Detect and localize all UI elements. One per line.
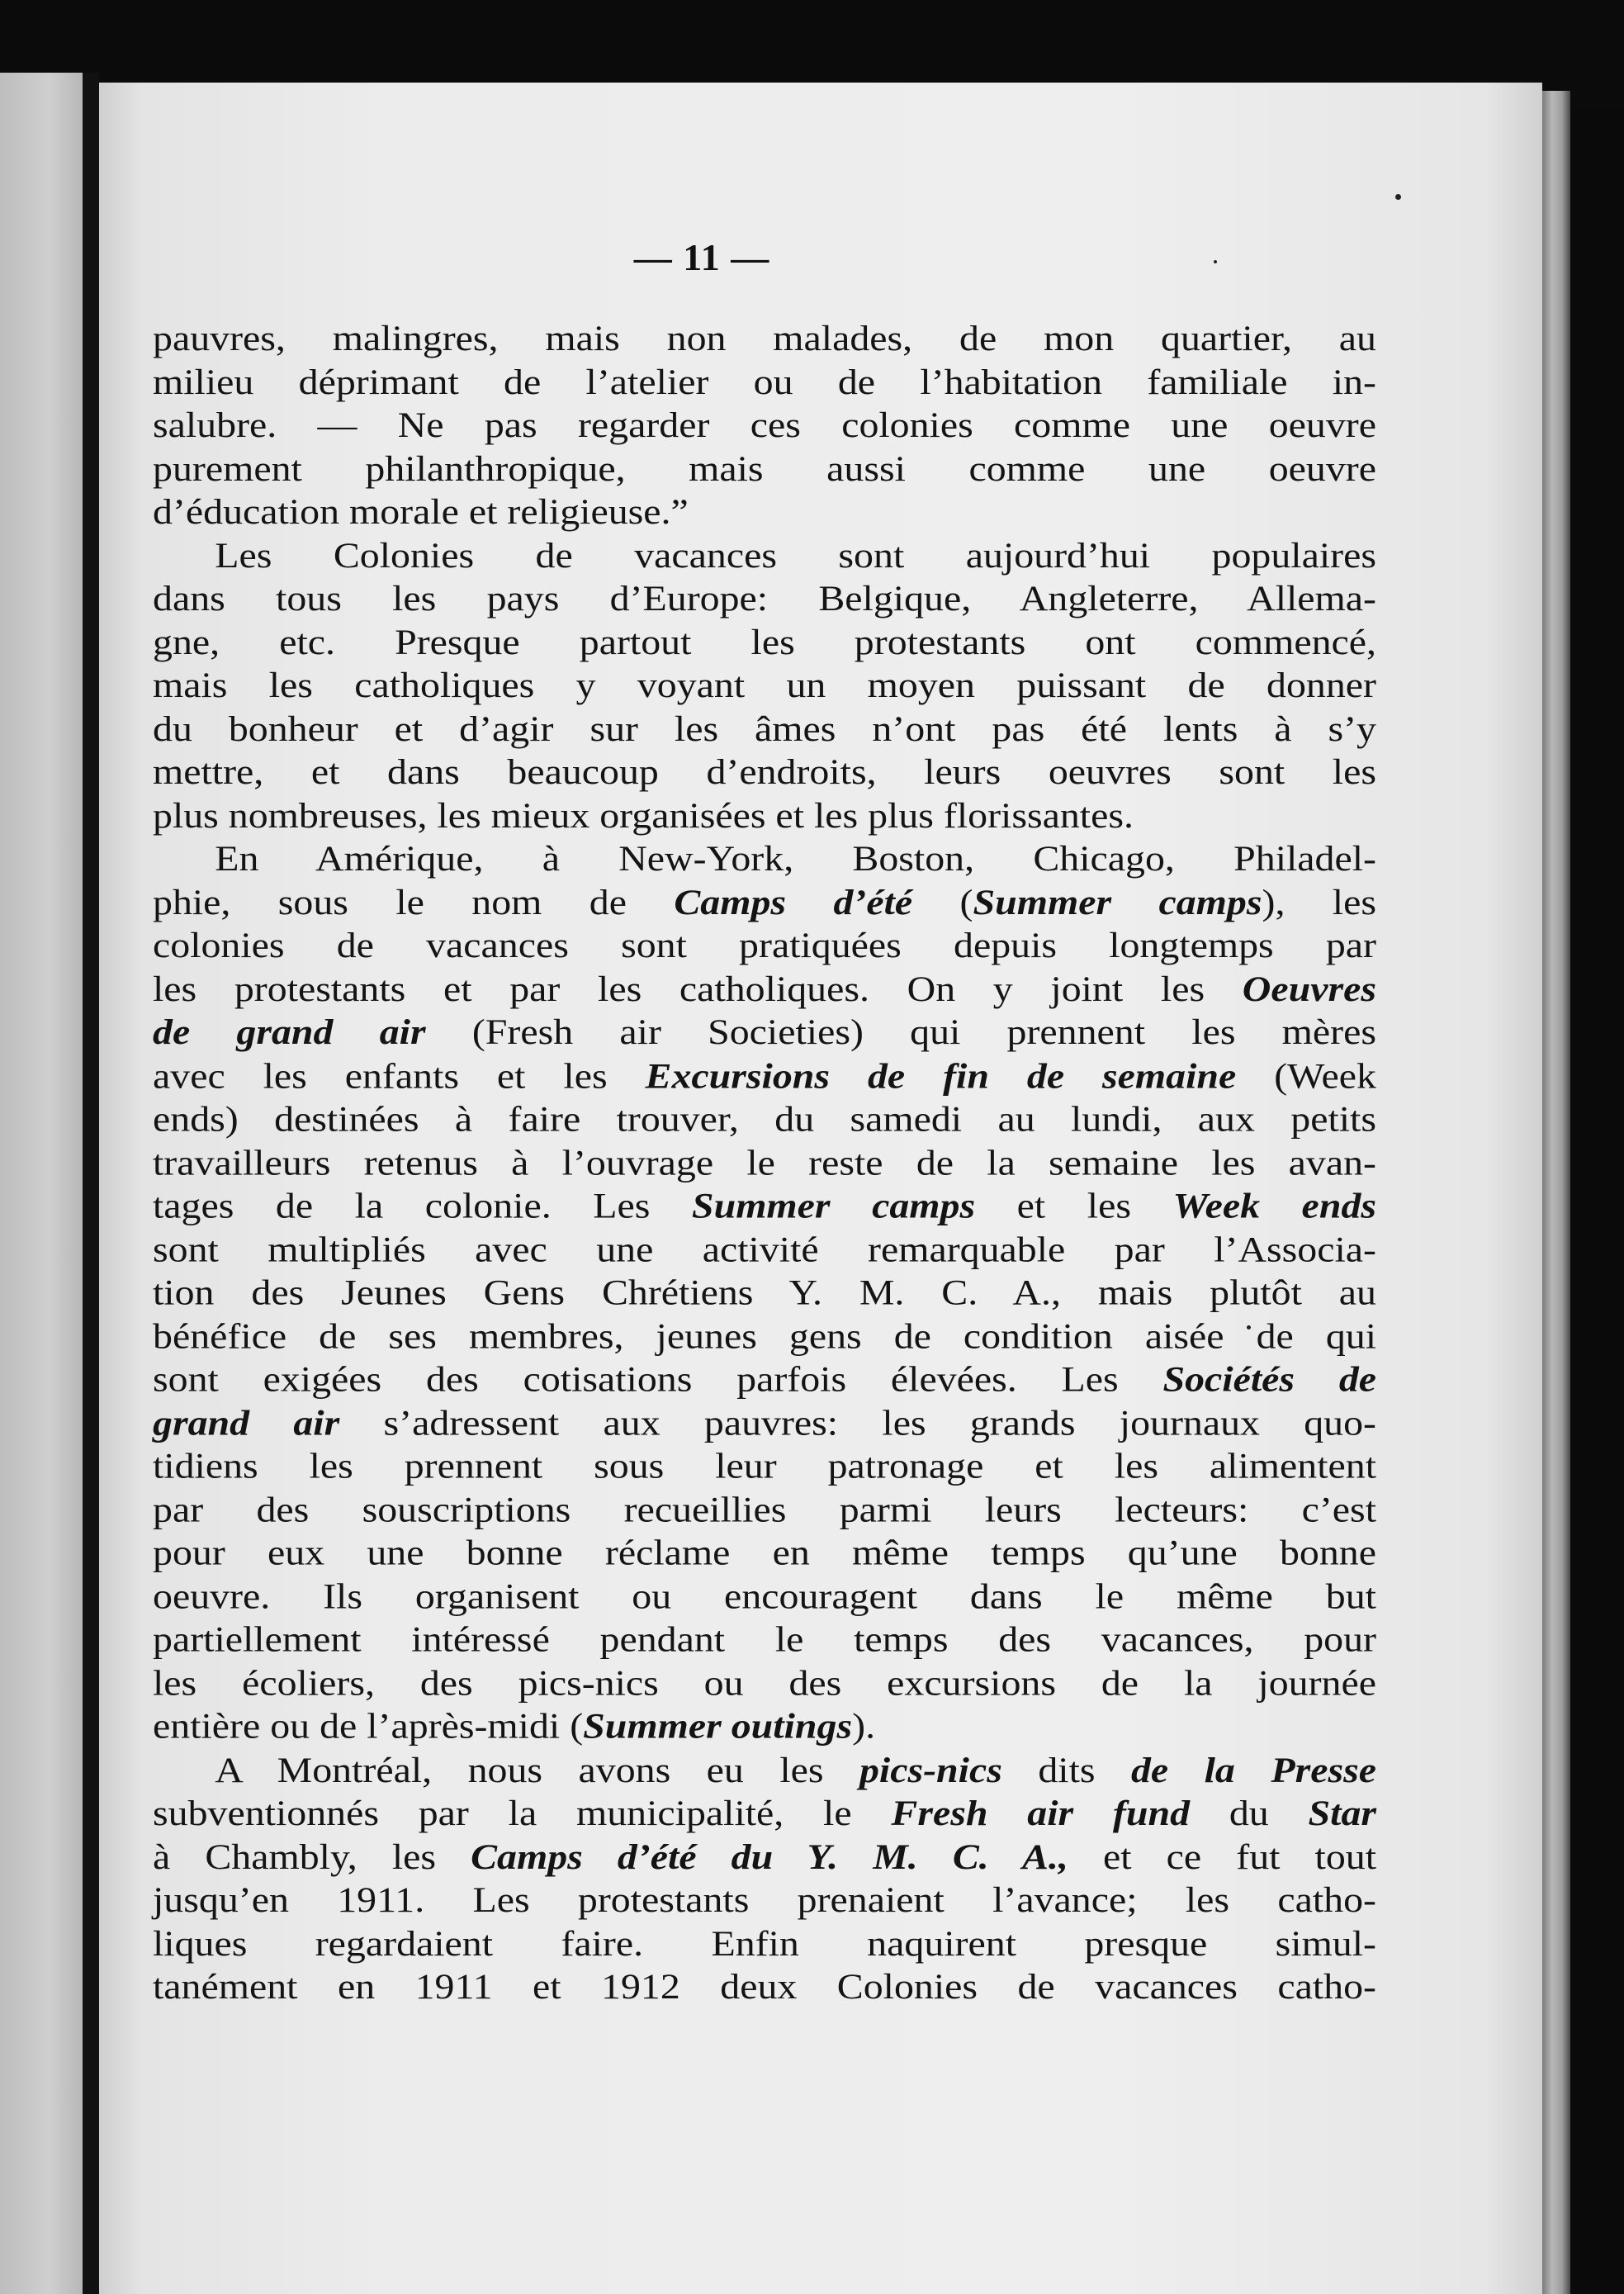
text-line: tidiens les prennent sous leur patronage et les alimentent [153, 1447, 1376, 1486]
text-line: les protestants et par les catholiques. On y joint les Oeuvres [153, 969, 1376, 1009]
text-line: En Amérique, à New-York, Boston, Chicago, Philadel- [215, 840, 1376, 879]
text-line: bénéfice de ses membres, jeunes gens de condition aisée de qui [153, 1317, 1376, 1357]
dust-speck [1395, 194, 1401, 200]
text-line: dans tous les pays d’Europe: Belgique, Angleterre, Allema- [153, 580, 1376, 619]
text-line: les écoliers, des pics-nics ou des excursions de la journée [153, 1664, 1376, 1704]
text-line: mais les catholiques y voyant un moyen puissant de donner [153, 666, 1376, 706]
text-line: entière ou de l’après-midi (Summer outings). [153, 1708, 876, 1747]
text-line: travailleurs retenus à l’ouvrage le reste de la semaine les avan- [153, 1144, 1376, 1183]
body-text [153, 318, 1376, 2010]
text-line: tion des Jeunes Gens Chrétiens Y. M. C. A., mais plutôt au [153, 1273, 1376, 1313]
text-line: liques regardaient faire. Enfin naquirent presque simul- [153, 1924, 1376, 1964]
adjacent-page-edge [0, 73, 83, 2294]
text-line: par des souscriptions recueillies parmi leurs lecteurs: c’est [153, 1491, 1376, 1530]
text-line: partiellement intéressé pendant le temps des vacances, pour [153, 1620, 1376, 1660]
text-line: sont multipliés avec une activité remarquable par l’Associa- [153, 1230, 1376, 1270]
text-line: purement philanthropique, mais aussi comme une oeuvre [153, 449, 1376, 489]
text-line: du bonheur et d’agir sur les âmes n’ont pas été lents à s’y [153, 709, 1376, 749]
text-line: de grand air (Fresh air Societies) qui prennent les mères [153, 1013, 1377, 1053]
text-line: gne, etc. Presque partout les protestants ont commencé, [153, 623, 1376, 662]
text-line: colonies de vacances sont pratiquées depuis longtemps par [153, 927, 1376, 966]
dust-speck [1214, 260, 1217, 263]
text-line: tanément en 1911 et 1912 deux Colonies de vacances catho- [153, 1968, 1376, 2007]
scan-background-right [1570, 107, 1624, 2294]
page-number: — 11 — [633, 236, 770, 278]
text-line: sont exigées des cotisations parfois élevées. Les Sociétés de [153, 1360, 1377, 1400]
text-line: subventionnés par la municipalité, le Fresh air fund du Star [153, 1794, 1377, 1833]
binding-gutter [83, 73, 99, 2294]
text-line: tages de la colonie. Les Summer camps et les Week ends [153, 1187, 1377, 1226]
text-line: salubre. — Ne pas regarder ces colonies comme une oeuvre [153, 406, 1376, 446]
text-line: avec les enfants et les Excursions de fin de semaine (Week [153, 1057, 1376, 1096]
page-fore-edge [1542, 91, 1570, 2294]
text-line: à Chambly, les Camps d’été du Y. M. C. A., et ce fut tout [153, 1837, 1377, 1877]
text-line: plus nombreuses, les mieux organisées et les plus florissantes. [153, 796, 1134, 836]
text-line: pauvres, malingres, mais non malades, de mon quartier, au [153, 320, 1376, 358]
text-line: phie, sous le nom de Camps d’été (Summer camps), les [153, 883, 1376, 922]
text-line: oeuvre. Ils organisent ou encouragent dans le même but [153, 1577, 1376, 1617]
text-line: mettre, et dans beaucoup d’endroits, leurs oeuvres sont les [153, 753, 1376, 793]
text-line: pour eux une bonne réclame en même temps qu’une bonne [153, 1533, 1376, 1573]
text-line: jusqu’en 1911. Les protestants prenaient l’avance; les catho- [153, 1881, 1376, 1921]
text-line: Les Colonies de vacances sont aujourd’hui populaires [215, 536, 1376, 576]
text-line: d’éducation morale et religieuse.” [153, 493, 689, 533]
text-line: ends) destinées à faire trouver, du samedi au lundi, aux petits [153, 1100, 1376, 1140]
text-line: milieu déprimant de l’atelier ou de l’habitation familiale in- [153, 363, 1376, 402]
text-line: grand air s’adressent aux pauvres: les grands journaux quo- [153, 1404, 1377, 1443]
text-line: A Montréal, nous avons eu les pics-nics dits de la Presse [215, 1751, 1376, 1790]
